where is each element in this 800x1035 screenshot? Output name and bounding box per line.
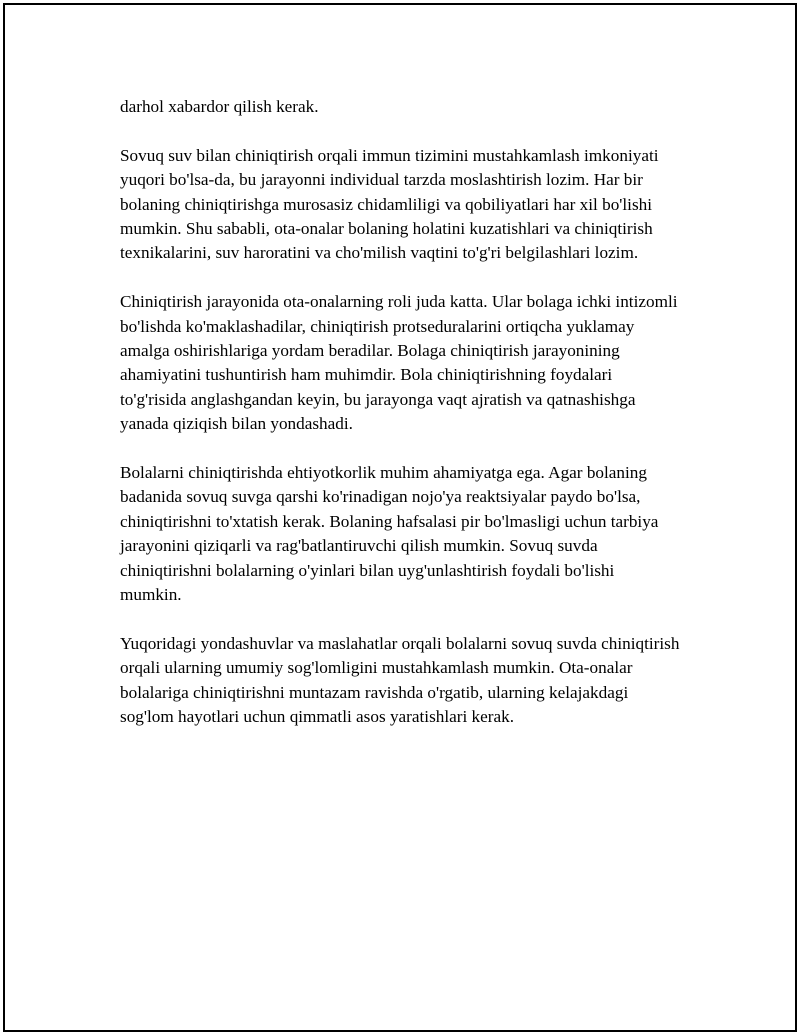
document-body (120, 95, 680, 754)
paragraph-individual-approach: Sovuq suv bilan chiniqtirish orqali immun tizimini mustahkamlash imkoniyati yuqori bo'lsa-da, bu jarayonni individual tarzda moslashtirish lozim. Har bir bolaning chiniqtirishga murosasiz chidamliligi va qobiliyatlari har xil bo'lishi mumkin. Shu sababli, ota-onalar bolaning holatini kuzatishlari va chiniqtirish texnikalarini, suv haroratini va cho'milish vaqtini to'g'ri belgilashlari lozim. (120, 145, 659, 263)
document-page (3, 3, 797, 1032)
paragraph-caution: Bolalarni chiniqtirishda ehtiyotkorlik muhim ahamiyatga ega. Agar bolaning badanida sovuq suvga qarshi ko'rinadigan nojo'ya reaktsiyalar paydo bo'lsa, chiniqtirishni to'xtatish kerak. Bolaning hafsalasi pir bo'lmasligi uchun tarbiya jarayonini qiziqarli va rag'batlantiruvchi qilish mumkin. Sovuq suvda chiniqtirishni bolalarning o'yinlari bilan uyg'unlashtirish foydali bo'lishi mumkin. (120, 463, 659, 605)
paragraph-continuation: darhol xabardor qilish kerak. (120, 97, 319, 116)
paragraph-conclusion: Yuqoridagi yondashuvlar va maslahatlar orqali bolalarni sovuq suvda chiniqtirish orqali ularning umumiy sog'lomligini mustahkamlash mumkin. Ota-onalar bolalariga chiniqtirishni muntazam ravishda o'rgatib, ularning kelajakdagi sog'lom hayotlari uchun qimmatli asos yaratishlari kerak. (120, 633, 680, 727)
paragraph-parents-role: Chiniqtirish jarayonida ota-onalarning roli juda katta. Ular bolaga ichki intizomli bo'lishda ko'maklashadilar, chiniqtirish protseduralarini ortiqcha yuklamay amalga oshirishlariga yordam beradilar. Bolaga chiniqtirish jarayonining ahamiyatini tushuntirish ham muhimdir. Bola chiniqtirishning foydalari to'g'risida anglashgandan keyin, bu jarayonga vaqt ajratish va qatnashishga yanada qiziqish bilan yondashadi. (120, 292, 678, 434)
